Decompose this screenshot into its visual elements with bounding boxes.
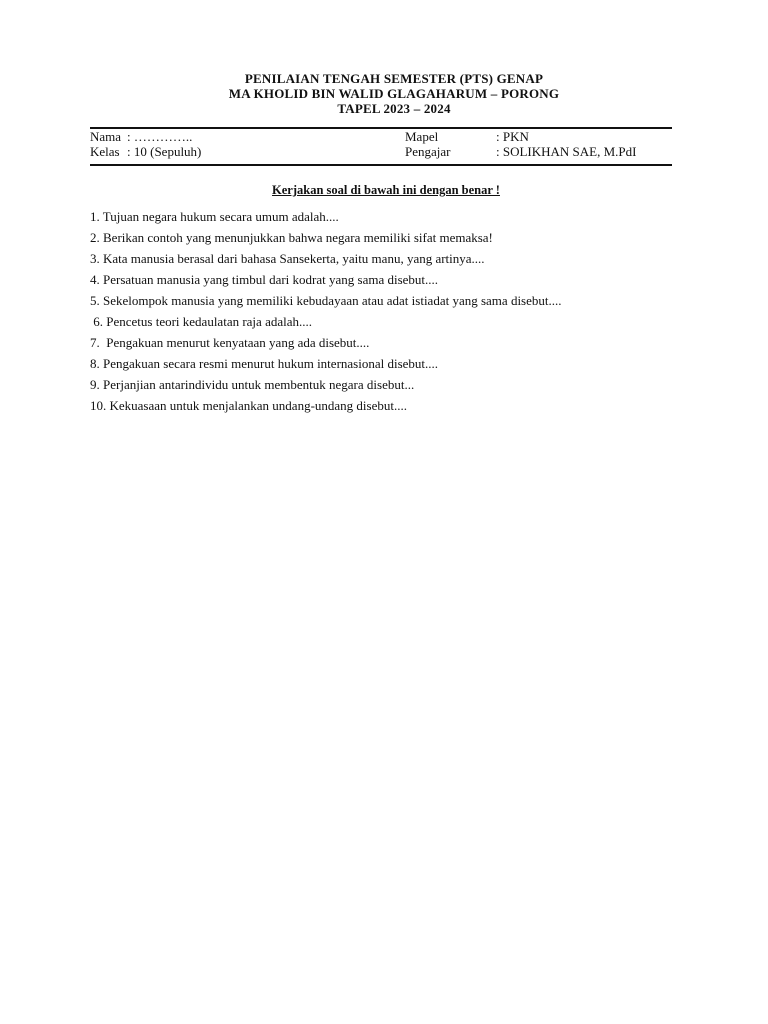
kelas-label: Kelas (90, 144, 120, 159)
info-row-1 (90, 129, 672, 144)
question-item: 8. Pengakuan secara resmi menurut hukum internasional disebut.... (90, 356, 439, 371)
question-item: 2. Berikan contoh yang menunjukkan bahwa negara memiliki sifat memaksa! (90, 230, 493, 245)
mapel-label: Mapel (405, 129, 439, 144)
school-year: TAPEL 2023 – 2024 (337, 101, 451, 116)
pengajar-value: : SOLIKHAN SAE, M.PdI (496, 144, 637, 159)
instruction-text: Kerjakan soal di bawah ini dengan benar ! (272, 183, 500, 197)
student-info-block (90, 129, 672, 159)
question-item: 6. Pencetus teori kedaulatan raja adalah.... (90, 314, 312, 329)
exam-header (0, 71, 768, 116)
question-item: 7. Pengakuan menurut kenyataan yang ada disebut.... (90, 335, 370, 350)
info-row-2 (90, 144, 672, 159)
nama-value: : ………….. (127, 129, 193, 144)
question-item: 5. Sekelompok manusia yang memiliki kebudayaan atau adat istiadat yang sama disebut.... (90, 293, 562, 308)
nama-label: Nama (90, 129, 122, 144)
header-divider-bottom (90, 164, 672, 166)
school-name: MA KHOLID BIN WALID GLAGAHARUM – PORONG (228, 86, 560, 101)
question-item: 9. Perjanjian antarindividu untuk membentuk negara disebut... (90, 377, 415, 392)
exam-title: PENILAIAN TENGAH SEMESTER (PTS) GENAP (244, 71, 544, 86)
pengajar-label: Pengajar (405, 144, 451, 159)
mapel-value: : PKN (496, 129, 529, 144)
question-list (90, 209, 690, 419)
question-item: 4. Persatuan manusia yang timbul dari kodrat yang sama disebut.... (90, 272, 439, 287)
question-item: 10. Kekuasaan untuk menjalankan undang-undang disebut.... (90, 398, 407, 413)
question-item: 3. Kata manusia berasal dari bahasa Sansekerta, yaitu manu, yang artinya.... (90, 251, 485, 266)
kelas-value: : 10 (Sepuluh) (127, 144, 202, 159)
question-item: 1. Tujuan negara hukum secara umum adalah.... (90, 209, 339, 224)
